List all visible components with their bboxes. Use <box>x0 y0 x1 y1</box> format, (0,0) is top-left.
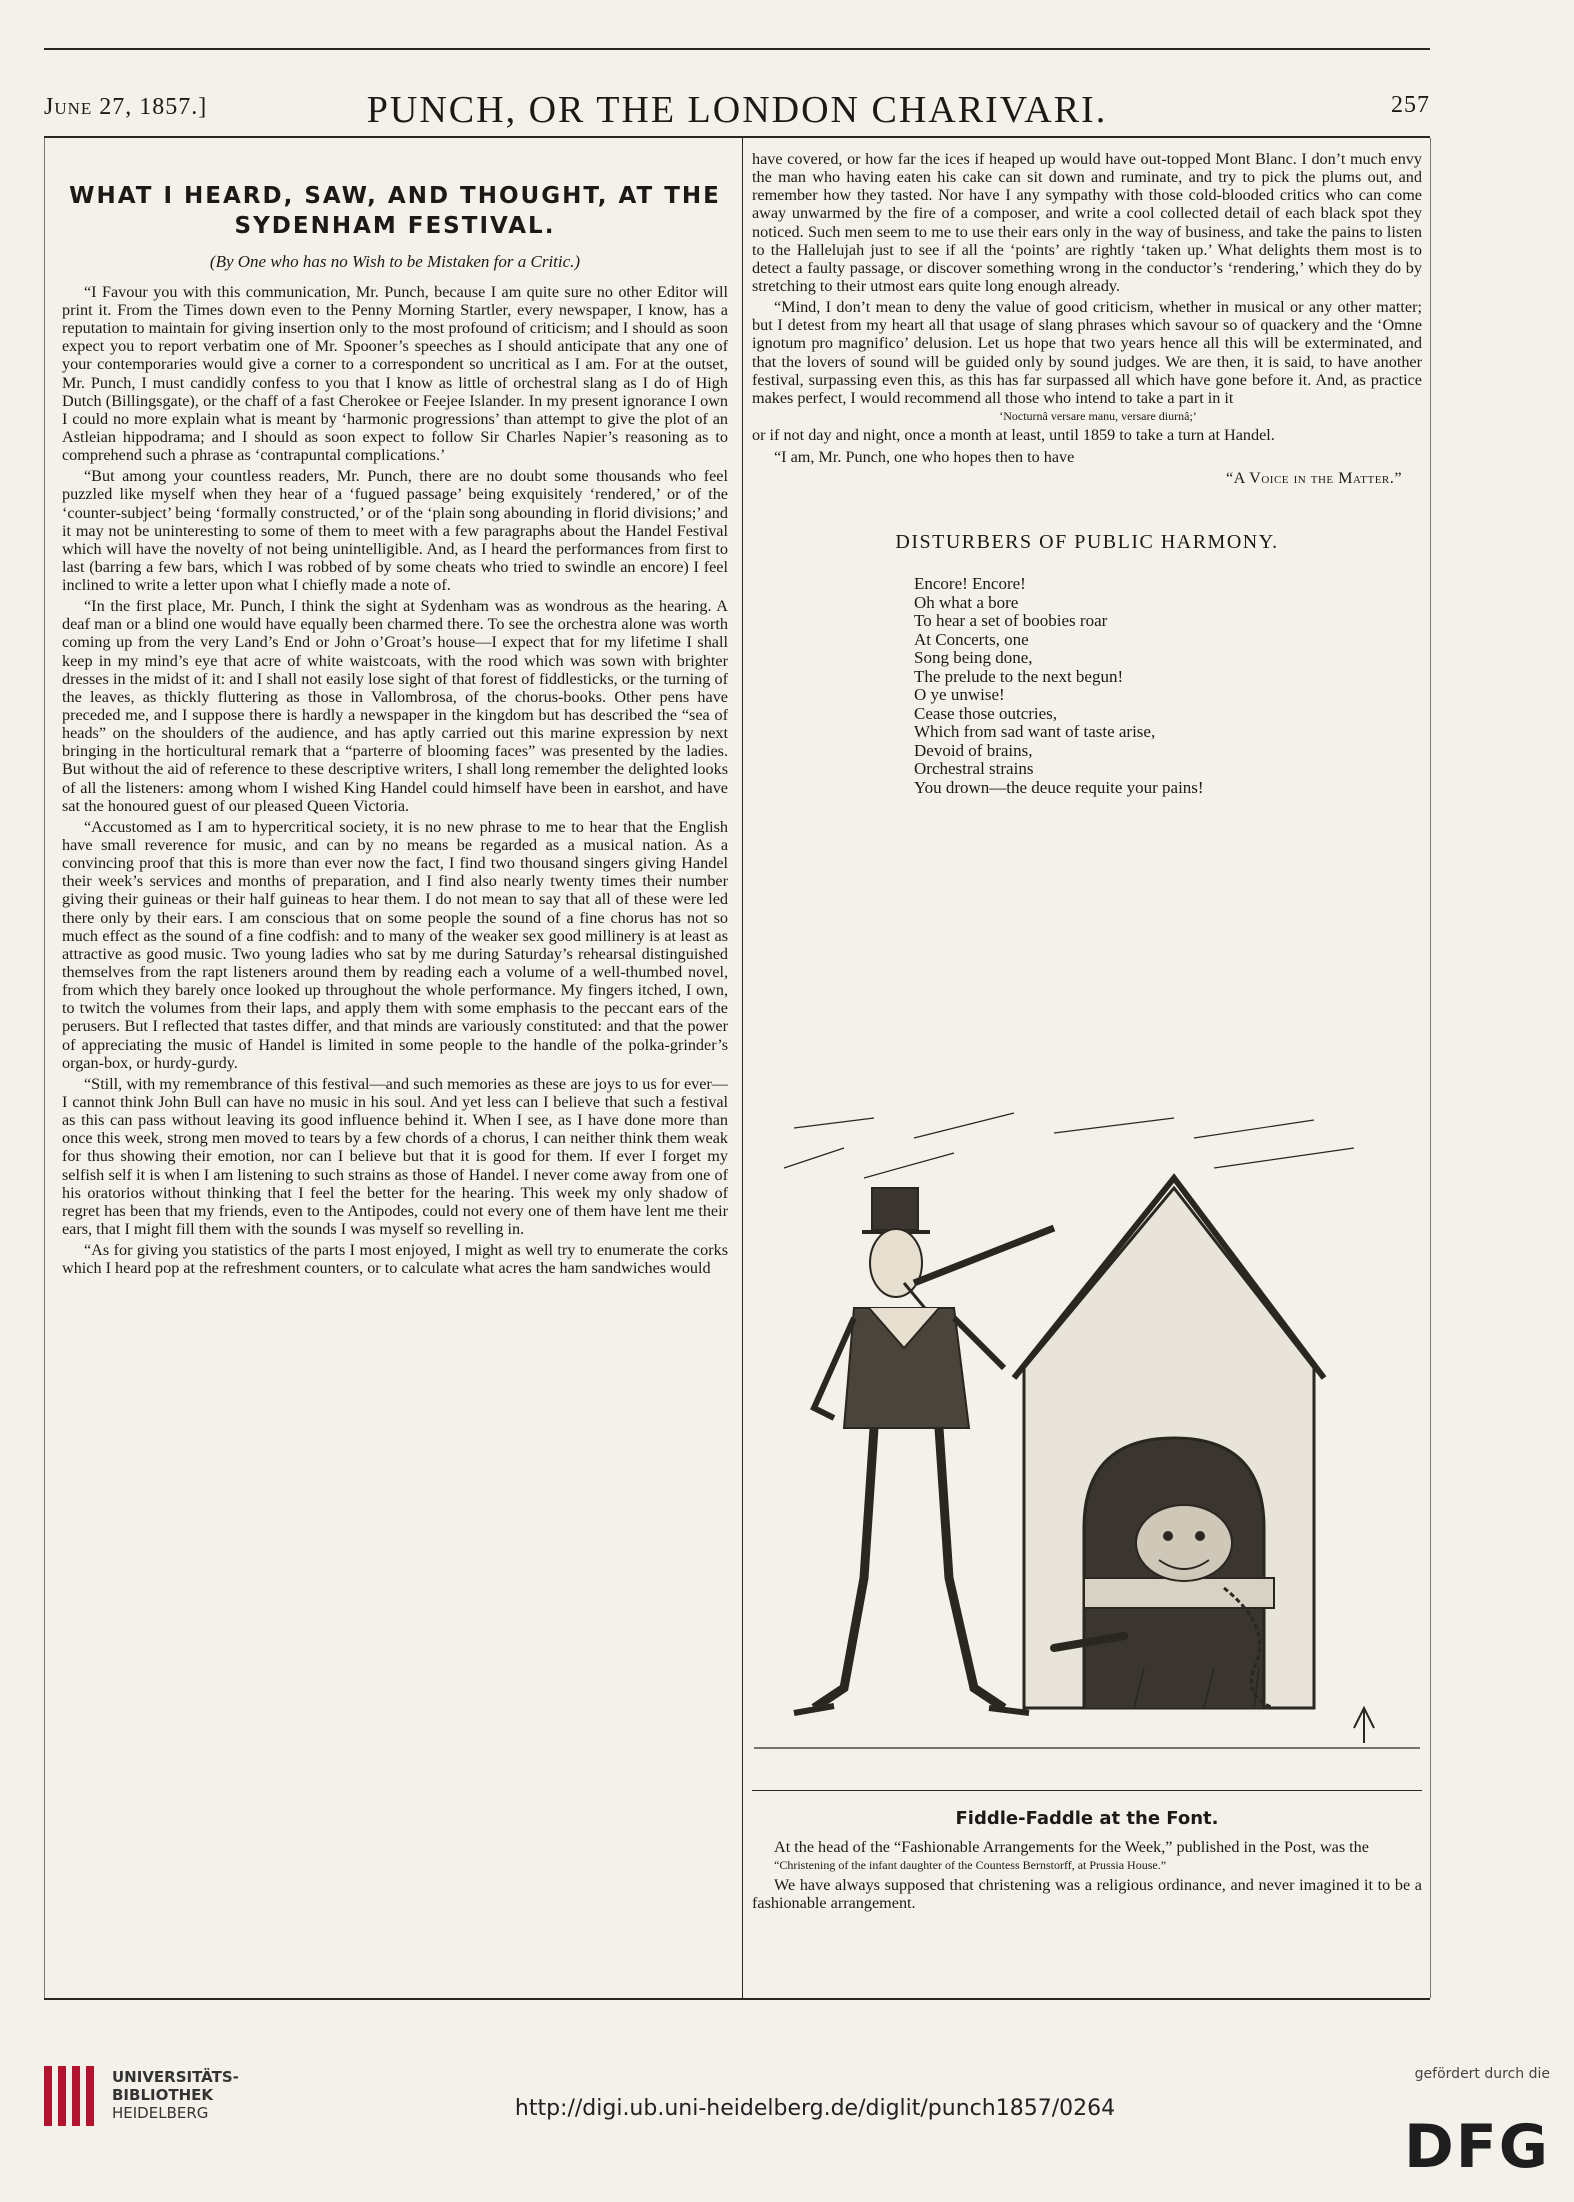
article-continuation: have covered, or how far the ices if heaped up would have out-topped Mont Blanc. I don’t much envy the man who having eaten his cake can sit down and ruminate, and try to pick the plums out, and remember how they tasted. Nor have I any sympathy with those cold-blooded critics who can come away unwarmed by the fire of a composer, and write a cool collected detail of each black spot they noticed. Such men seem to me to use their ears only in the way of business, and take the pains to listen to the Hallelujah just to see if all the ‘points’ are rightly ‘taken up.’ What delights them most is to detect a faulty passage, or discover something wrong in the conductor’s ‘rendering,’ which they do by stretching to their utmost ears quite long enough already. <box>752 150 1422 295</box>
library-line: BIBLIOTHEK <box>112 2086 213 2104</box>
article-paragraph: “In the first place, Mr. Punch, I think the sight at Sydenham was as wondrous as the hearing. A deaf man or a blind one would have equally been charmed there. To see the orchestra alone was worth coming up from the very Land’s End or John o’Groat’s house—I expect that for my lifetime I shall keep in my mind’s eye that acre of white waistcoats, with the rood which was sown with brighter dresses in the midst of it: and I shall not easily lose sight of that forest of fiddlesticks, or the turning of the leaves, as thickly fluttering as those in Vallombrosa, of the chorus-books. Other pens have preceded me, and I suppose there is hardly a newspaper in the kingdom but has described the “sea of heads” on the shoulders of the audience, and has aptly carried out this marine expression by next bringing in the horticultural remark that a “parterre of blooming faces” was presented by the ladies. But without the aid of reference to these descriptive writers, I shall long remember the delighted looks of all the listeners: among whom I wished King Handel could himself have been in earshot, and have sat the honoured guest of our pleased Queen Victoria. <box>62 597 728 815</box>
article-byline: (By One who has no Wish to be Mistaken for a Critic.) <box>209 251 581 271</box>
right-margin-rule <box>1430 138 1431 1998</box>
poem-line: Cease those outcries, <box>914 703 1058 723</box>
poem-title: DISTURBERS OF PUBLIC HARMONY. <box>895 530 1279 553</box>
article-title: WHAT I HEARD, SAW, AND THOUGHT, AT THE SYDENHAM FESTIVAL. <box>69 183 721 239</box>
artist-mark <box>1354 1708 1374 1743</box>
signature-line: “I am, Mr. Punch, one who hopes then to have <box>774 447 1075 466</box>
poem <box>914 575 1422 797</box>
page-number: 257 <box>1391 92 1430 118</box>
university-library-logo-icon <box>44 2066 96 2126</box>
funded-by-label: gefördert durch die <box>1414 2066 1550 2082</box>
poem-line: Which from sad want of taste arise, <box>914 722 1156 742</box>
article-continuation: “Mind, I don’t mean to deny the value of good criticism, whether in musical or any other matter; but I detest from my heart all that usage of slang phrases which savour so of quackery and the ‘Omne ignotum pro magnifico’ delusion. Let us hope that two years hence all this will be exterminated, and that the lovers of sound will be guided only by sound judges. We are then, it is said, to have another festival, surpassing even this, as this has far surpassed all which have gone before it. And, as practice makes perfect, I would recommend all those who intend to take a part in it <box>752 298 1422 407</box>
library-name <box>112 2068 239 2122</box>
right-column <box>752 150 1422 797</box>
poem-line: Encore! Encore! <box>914 574 1026 594</box>
article-paragraph: “But among your countless readers, Mr. Punch, there are no doubt some thousands who feel puzzled like myself when they hear of a ‘fugued passage’ being exquisitely ‘rendered,’ or of the ‘counter-subject’ being ‘formally constructed,’ or of the ‘plain song abounding in florid divisions;’ and it may not be uninteresting to some of them to meet with a few paragraphs about the Handel Festival which will have the novelty of not being unintelligible. And, as I heard the performances from first to last (barring a few bars, which I was robbed of by some cheats who tried to swindle an encore) I feel inclined to write a letter upon what I chiefly made a note of. <box>62 467 728 595</box>
article-paragraph: “Accustomed as I am to hypercritical society, it is no new phrase to me to hear that the English have small reverence for music, and can by no means be regarded as a musical nation. As a convincing proof that this is more than ever now the fact, I find two thousand singers giving Handel their week’s services and months of preparation, and I find also nearly twenty times their number giving their guineas or their half guineas to hear them. I do not mean to say that all of these were led there only by their ears. I am conscious that on some people the sound of a fine chorus has not so much effect as the sound of a fine codfish: and to many of the weaker sex good millinery is at least as attractive as good music. Two young ladies who sat by me during Saturday’s rehearsal distinguished themselves from the rapt listeners around them by reading each a volume of a well-thumbed novel, from which they barely once looked up throughout the whole performance. My fingers itched, I own, to twitch the volumes from their laps, and apply them with some emphasis to the peccant ears of the perusers. But I reflected that tastes differ, and that minds are variously constituted: and that the power of appreciating the music of Handel is limited in some people to the handle of the polka-grinder’s organ-box, or hurdy-gurdy. <box>62 817 728 1072</box>
caption-title: Fiddle-Faddle at the Font. <box>955 1808 1219 1829</box>
after-motto-text: or if not day and night, once a month at least, until 1859 to take a turn at Handel. <box>752 426 1275 445</box>
signature-name: “A Voice in the Matter.” <box>1225 468 1402 487</box>
poem-line: The prelude to the next begun! <box>914 666 1124 686</box>
column-divider <box>742 138 743 1998</box>
caption-body <box>752 1838 1422 1915</box>
library-line: UNIVERSITÄTS- <box>112 2068 239 2086</box>
poem-line: You drown—the deuce requite your pains! <box>914 777 1204 797</box>
digitization-footer <box>0 2060 1574 2202</box>
doghouse <box>1014 1178 1324 1708</box>
poem-line: Devoid of brains, <box>914 740 1033 760</box>
article-paragraph: “I Favour you with this communication, Mr. Punch, because I am quite sure no other Editor will print it. From the Times down even to the Penny Morning Startler, every newspaper, I know, has a reputation to maintain for giving insertion only to the most profound of criticism; and I should as soon expect you to report verbatim one of Mr. Spooner’s speeches as I should anticipate that any one of your contemporaries would give a corner to a correspondent so uncritical as I am. For at the outset, Mr. Punch, I must candidly confess to you that I know as little of orchestral slang as I do of High Dutch (Billingsgate), or the chaff of a fast Cherokee or Feejee Islander. In my present ignorance I own I could no more explain what is meant by ‘harmonic progressions’ than attempt to give the plot of an Astleian hippodrama; and I should as soon expect to follow Sir Charles Napier’s reasoning as to comprehend such a phrase as ‘contrapuntal complications.’ <box>62 282 728 465</box>
library-line: HEIDELBERG <box>112 2104 209 2122</box>
poem-line: At Concerts, one <box>914 629 1029 649</box>
article-paragraph: “As for giving you statistics of the parts I most enjoyed, I might as well try to enumerate the corks which I heard pop at the refreshment counters, or to calculate what acres the ham sandwiches would <box>62 1241 728 1278</box>
bottom-rule <box>44 1998 1430 2000</box>
latin-motto: ‘Nocturnâ versare manu, versare diurnâ;’ <box>999 408 1197 423</box>
funder-logo: DFG <box>1403 2112 1550 2182</box>
man-with-flute <box>794 1188 1054 1713</box>
top-rule <box>44 48 1430 50</box>
left-column <box>62 150 728 1280</box>
publication-title: PUNCH, OR THE LONDON CHARIVARI. <box>366 89 1108 131</box>
page-header <box>44 88 1430 132</box>
issue-date: June 27, 1857.] <box>44 94 208 120</box>
left-margin-rule <box>44 138 45 1998</box>
caption-intro: At the head of the “Fashionable Arrangements for the Week,” published in the Post, was the <box>774 1838 1369 1856</box>
article-paragraph: “Still, with my remembrance of this festival—and such memories as these are joys to us for ever—I cannot think John Bull can have no music in his soul. And yet less can I believe that such a festival as this can pass without leaving its good influence behind it. When I see, as I have done more than once this week, strong men moved to tears by a few chords of a chorus, I can neither think them weak for thus showing their emotion, nor can I believe but that it is good for them. If ever I forget my selfish self it is when I am listening to such strains as those of Handel. I never come away from one of his oratorios without thinking that I feel the better for the hearing. This week my only shadow of regret has been that my friends, even to the Antipodes, could not every one of them have lent me their ears, that I might fill them with the sounds I was myself so revelling in. <box>62 1074 728 1238</box>
poem-line: Song being done, <box>914 648 1033 668</box>
cartoon-illustration <box>754 1108 1420 1756</box>
poem-line: O ye unwise! <box>914 685 1005 705</box>
poem-line: Orchestral strains <box>914 759 1034 779</box>
caption-quote: “Christening of the infant daughter of the Countess Bernstorff, at Prussia House.” <box>774 1858 1167 1873</box>
bulldog <box>1136 1505 1232 1581</box>
source-url-link[interactable]: http://digi.ub.uni-heidelberg.de/diglit/punch1857/0264 <box>514 2096 1116 2121</box>
caption-rule <box>752 1790 1422 1791</box>
poem-line: To hear a set of boobies roar <box>914 611 1108 631</box>
poem-line: Oh what a bore <box>914 592 1019 612</box>
header-rule <box>44 136 1430 138</box>
caption-remark: We have always supposed that christening was a religious ordinance, and never imagined it to be a fashionable arrangement. <box>752 1875 1422 1912</box>
